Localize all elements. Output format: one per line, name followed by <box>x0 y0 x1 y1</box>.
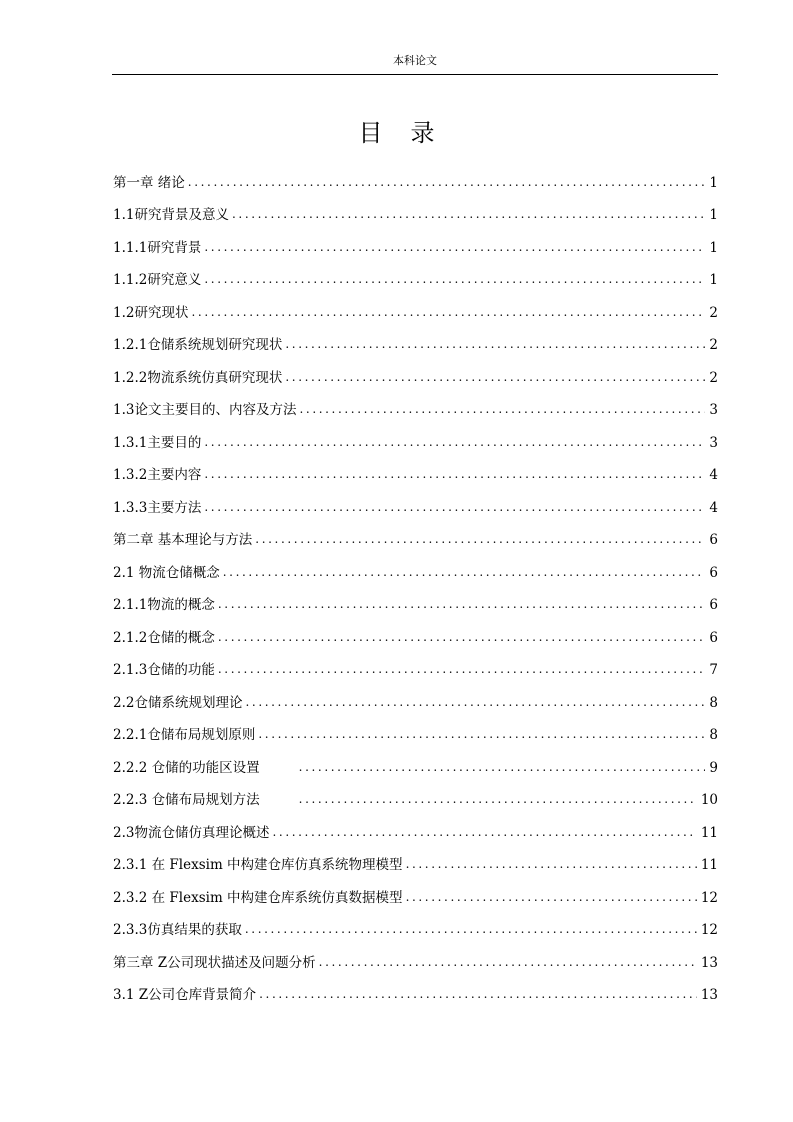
toc-dot-leader <box>204 496 705 519</box>
toc-entry-label: 2.3物流仓储仿真理论概述 <box>113 824 270 841</box>
toc-entry-label: 2.1 物流仓储概念 <box>113 564 220 581</box>
toc-entry-page-number: 6 <box>709 532 718 548</box>
toc-entry[interactable] <box>113 714 718 747</box>
toc-dot-leader <box>285 366 705 389</box>
toc-dot-leader <box>232 203 705 226</box>
toc-dot-leader <box>406 886 697 909</box>
toc-entry[interactable] <box>113 616 718 649</box>
toc-entry-page-number: 13 <box>700 987 718 1003</box>
toc-entry[interactable] <box>113 584 718 617</box>
toc-entry-label: 2.1.2仓储的概念 <box>113 629 215 646</box>
toc-entry-page-number: 4 <box>709 499 718 516</box>
toc-entry[interactable] <box>113 649 718 682</box>
toc-entry[interactable] <box>113 226 718 259</box>
toc-entry-label: 第三章 Z公司现状描述及问题分析 <box>113 954 316 971</box>
toc-entry-page-number: 3 <box>709 434 718 451</box>
toc-entry-label: 1.2研究现状 <box>113 304 189 321</box>
toc-dot-leader <box>258 723 705 746</box>
toc-dot-leader <box>299 788 697 811</box>
toc-entry-label: 1.3论文主要目的、内容及方法 <box>113 402 297 418</box>
toc-entry-label: 1.3.1主要目的 <box>113 434 202 451</box>
toc-entry[interactable] <box>113 681 718 714</box>
toc-entry-label: 2.2.2 仓储的功能区设置 <box>113 759 260 776</box>
toc-entry-page-number: 12 <box>700 889 718 906</box>
toc-entry-page-number: 11 <box>700 857 718 873</box>
toc-entry-label: 2.3.2 在 Flexsim 中构建仓库系统仿真数据模型 <box>113 889 403 906</box>
toc-entry[interactable] <box>113 421 718 454</box>
toc-dot-leader <box>319 951 697 974</box>
toc-entry-page-number: 1 <box>709 174 718 191</box>
toc-dot-leader <box>299 398 705 421</box>
toc-dot-leader <box>299 756 706 779</box>
toc-entry[interactable] <box>113 389 718 422</box>
toc-entry-label: 1.2.1仓储系统规划研究现状 <box>113 337 283 353</box>
toc-entry[interactable] <box>113 161 718 194</box>
toc-entry-label: 2.1.1物流的概念 <box>113 597 215 613</box>
toc-dot-leader <box>204 463 705 486</box>
toc-entry-page-number: 1 <box>709 272 718 288</box>
toc-dot-leader <box>255 528 705 551</box>
toc-dot-leader <box>218 593 706 616</box>
toc-entry-label: 1.2.2物流系统仿真研究现状 <box>113 369 283 386</box>
toc-entry-page-number: 1 <box>709 239 718 256</box>
toc-entry-label: 1.3.2主要内容 <box>113 467 202 483</box>
toc-entry[interactable] <box>113 941 718 974</box>
toc-entry-label: 2.2仓储系统规划理论 <box>113 694 243 711</box>
toc-entry-label: 2.1.3仓储的功能 <box>113 662 215 678</box>
toc-entry[interactable] <box>113 356 718 389</box>
toc-entry-page-number: 9 <box>709 759 718 776</box>
toc-entry-label: 2.3.1 在 Flexsim 中构建仓库仿真系统物理模型 <box>113 857 403 873</box>
toc-entry-page-number: 1 <box>709 207 718 223</box>
page-header <box>112 53 718 75</box>
toc-dot-leader <box>204 431 705 454</box>
toc-entry[interactable] <box>113 844 718 877</box>
toc-entry-page-number: 6 <box>709 629 718 646</box>
toc-entry-page-number: 8 <box>709 727 718 743</box>
header-text: 本科论文 <box>393 54 437 67</box>
toc-dot-leader <box>245 918 697 941</box>
toc-entry[interactable] <box>113 811 718 844</box>
toc-entry-page-number: 6 <box>709 597 718 613</box>
toc-entry-label: 1.1研究背景及意义 <box>113 207 229 223</box>
toc-dot-leader <box>191 301 705 324</box>
toc-entry-page-number: 2 <box>709 337 718 353</box>
toc-entry-page-number: 6 <box>709 564 718 581</box>
toc-entry-page-number: 2 <box>709 304 718 321</box>
toc-dot-leader <box>223 561 706 584</box>
toc-entry[interactable] <box>113 876 718 909</box>
toc-dot-leader <box>188 171 706 194</box>
toc-entry-page-number: 4 <box>709 467 718 483</box>
toc-entry[interactable] <box>113 551 718 584</box>
toc-dot-leader <box>285 333 705 356</box>
toc-dot-leader <box>204 268 705 291</box>
toc-entry[interactable] <box>113 486 718 519</box>
toc-entry-page-number: 2 <box>709 369 718 386</box>
toc-dot-leader <box>218 626 706 649</box>
toc-dot-leader <box>245 691 705 714</box>
toc-entry-page-number: 3 <box>709 402 718 418</box>
toc-entry[interactable] <box>113 259 718 292</box>
toc-entry-page-number: 7 <box>709 662 718 678</box>
toc-entry[interactable] <box>113 519 718 552</box>
toc-entry[interactable] <box>113 779 718 812</box>
toc-entry[interactable] <box>113 746 718 779</box>
toc-entry-label: 2.2.3 仓储布局规划方法 <box>113 792 260 808</box>
toc-entry[interactable] <box>113 194 718 227</box>
toc-entry-page-number: 8 <box>709 694 718 711</box>
toc-entry-label: 2.3.3仿真结果的获取 <box>113 922 242 938</box>
toc-dot-leader <box>406 853 697 876</box>
toc-entry-page-number: 11 <box>700 824 718 841</box>
toc-entry-label: 1.3.3主要方法 <box>113 499 202 516</box>
toc-dot-leader <box>259 983 697 1006</box>
toc-entry-label: 1.1.1研究背景 <box>113 239 202 256</box>
toc-entry[interactable] <box>113 454 718 487</box>
toc-entry[interactable] <box>113 974 718 1007</box>
toc-dot-leader <box>272 821 696 844</box>
toc-entry-label: 第一章 绪论 <box>113 174 185 191</box>
toc-entry-label: 2.2.1仓储布局规划原则 <box>113 727 256 743</box>
toc-entry[interactable] <box>113 324 718 357</box>
table-of-contents <box>113 161 718 1006</box>
toc-entry[interactable] <box>113 291 718 324</box>
toc-entry-label: 1.1.2研究意义 <box>113 272 202 288</box>
toc-entry-page-number: 13 <box>700 954 718 971</box>
toc-dot-leader <box>204 236 705 259</box>
toc-entry[interactable] <box>113 909 718 942</box>
toc-entry-page-number: 10 <box>700 792 718 808</box>
toc-title: 目录 <box>358 119 463 147</box>
toc-entry-label: 第二章 基本理论与方法 <box>113 532 253 548</box>
toc-entry-label: 3.1 Z公司仓库背景简介 <box>113 987 257 1003</box>
toc-dot-leader <box>218 658 706 681</box>
toc-entry-page-number: 12 <box>700 922 718 938</box>
